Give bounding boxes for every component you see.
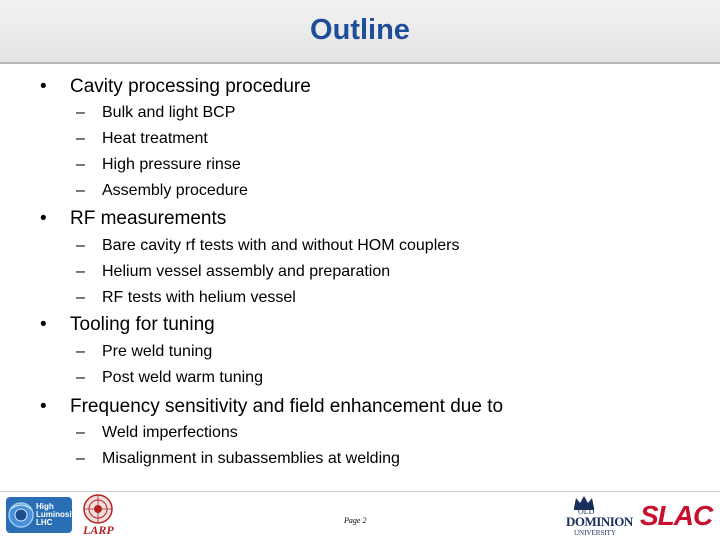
item-text: Assembly procedure (102, 182, 248, 199)
list-item (76, 263, 390, 281)
item-text: Post weld warm tuning (102, 369, 263, 386)
item-text: Helium vessel assembly and preparation (102, 263, 391, 280)
list-item (76, 130, 208, 148)
dash: – (76, 130, 85, 147)
hl-lhc-wordmark (36, 503, 79, 527)
list-item (76, 369, 263, 387)
item-text: Misalignment in subassemblies at welding (102, 450, 400, 467)
list-item (76, 424, 238, 442)
dash: – (76, 424, 85, 441)
hl-text-3: LHC (36, 518, 53, 527)
odu-logo (564, 494, 634, 538)
section-label: Frequency sensitivity and field enhancement due to (70, 396, 504, 417)
dash: – (76, 369, 85, 386)
list-item (76, 156, 241, 174)
hl-text-1: High (36, 502, 54, 511)
item-text: Weld imperfections (102, 424, 238, 441)
dash: – (76, 263, 85, 280)
bullet: • (40, 208, 47, 229)
bullet: • (40, 396, 47, 417)
odu-text-university: UNIVERSITY (574, 529, 616, 537)
odu-text-old: OLD (578, 507, 595, 516)
item-text: RF tests with helium vessel (102, 289, 296, 306)
bullet: • (40, 76, 47, 97)
section-tooling-for-tuning (40, 314, 215, 336)
list-item (76, 237, 459, 255)
odu-text-dominion: DOMINION (566, 514, 633, 529)
section-cavity-processing (40, 76, 311, 98)
section-frequency-sensitivity (40, 396, 503, 418)
section-label: Cavity processing procedure (70, 76, 311, 97)
list-item (76, 182, 248, 200)
dash: – (76, 182, 85, 199)
list-item (76, 343, 212, 361)
dash: – (76, 343, 85, 360)
slide-title: Outline (310, 14, 410, 46)
bullet: • (40, 314, 47, 335)
section-label: RF measurements (70, 208, 227, 229)
larp-emblem (78, 493, 118, 525)
hl-lhc-logo (6, 497, 79, 533)
footer-divider (0, 491, 720, 492)
item-text: Heat treatment (102, 130, 208, 147)
item-text: Bare cavity rf tests with and without HOM couplers (102, 237, 460, 254)
section-label: Tooling for tuning (70, 314, 215, 335)
section-rf-measurements (40, 208, 226, 230)
item-text: High pressure rinse (102, 156, 241, 173)
hl-text-2: Luminosity (36, 510, 79, 519)
list-item (76, 289, 296, 307)
larp-logo (78, 493, 118, 537)
dash: – (76, 237, 85, 254)
dash: – (76, 450, 85, 467)
item-text: Pre weld tuning (102, 343, 213, 360)
item-text: Bulk and light BCP (102, 104, 236, 121)
dash: – (76, 104, 85, 121)
slac-logo: SLAC (640, 500, 713, 531)
dash: – (76, 289, 85, 306)
list-item (76, 450, 400, 468)
larp-wordmark: LARP (83, 523, 114, 537)
dash: – (76, 156, 85, 173)
page-number: Page 2 (344, 516, 367, 525)
list-item (76, 104, 235, 122)
